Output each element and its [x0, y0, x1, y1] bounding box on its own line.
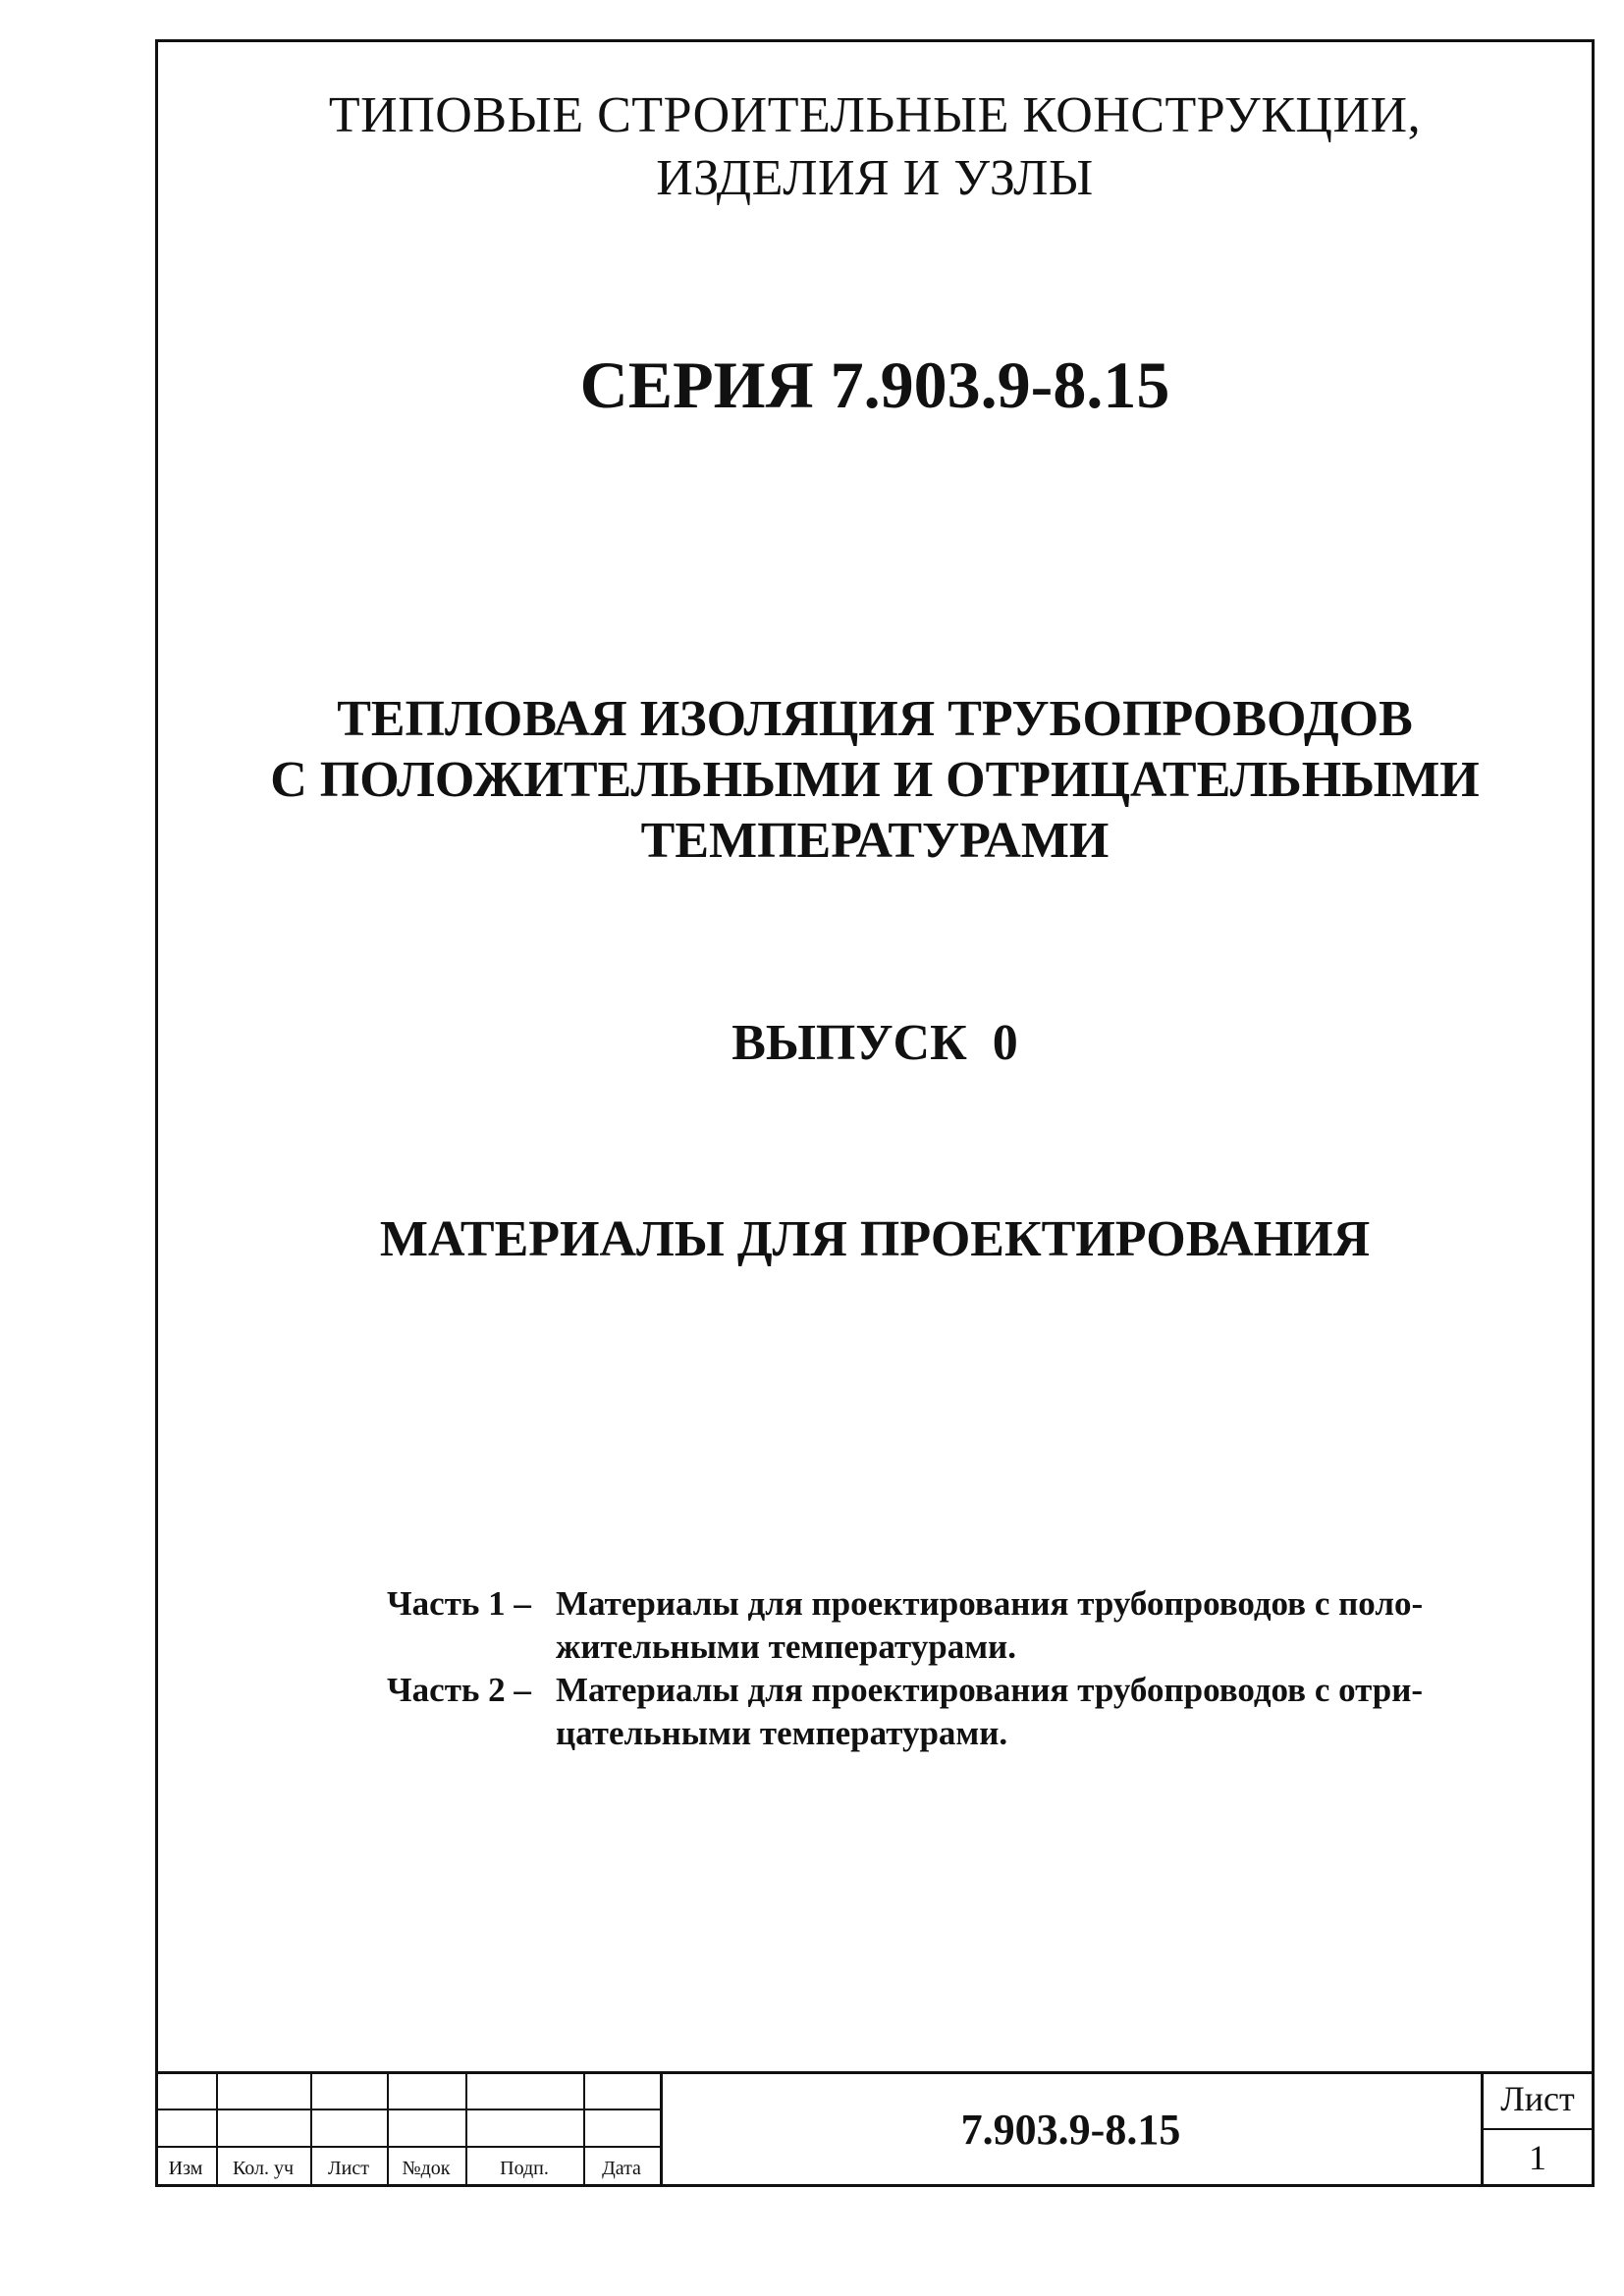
part-item-2: [387, 1669, 1541, 1755]
part-label: Часть 2 –: [387, 1671, 531, 1709]
part-text-line-2: цательными температурами.: [556, 1714, 1008, 1752]
stamp-col-label: Изм: [168, 2158, 203, 2179]
header-line-1: ТИПОВЫЕ СТРОИТЕЛЬНЫЕ КОНСТРУКЦИИ,: [328, 87, 1422, 143]
series-title: СЕРИЯ 7.903.9-8.15: [579, 347, 1170, 422]
title-block-stamp: [155, 2071, 1595, 2187]
stamp-row-line: [1481, 2128, 1595, 2130]
stamp-col-label: №док: [402, 2158, 451, 2179]
stamp-col-label: Подп.: [500, 2158, 549, 2179]
parts-list: [387, 1582, 1541, 1755]
stamp-col-label: Дата: [602, 2158, 641, 2179]
issue-number: ВЫПУСК 0: [731, 1015, 1018, 1071]
stamp-col-label: Кол. уч: [232, 2158, 295, 2179]
document-title: [155, 689, 1595, 872]
title-line-1: ТЕПЛОВАЯ ИЗОЛЯЦИЯ ТРУБОПРОВОДОВ: [337, 691, 1413, 747]
part-text-line-2: жительными температурами.: [556, 1628, 1016, 1666]
part-item-1: [387, 1582, 1541, 1669]
title-line-2: С ПОЛОЖИТЕЛЬНЫМИ И ОТРИЦАТЕЛЬНЫМИ: [270, 752, 1480, 808]
part-label: Часть 1 –: [387, 1584, 531, 1623]
title-line-3: ТЕМПЕРАТУРАМИ: [640, 813, 1110, 869]
stamp-col-label: Лист: [328, 2158, 369, 2179]
sheet-number: 1: [1529, 2138, 1546, 2177]
document-header: [155, 84, 1595, 210]
sheet-label: Лист: [1500, 2079, 1575, 2118]
header-line-2: ИЗДЕЛИЯ И УЗЛЫ: [656, 150, 1094, 206]
part-text-line-1: Материалы для проектирования трубопроводов с отри-: [556, 1671, 1424, 1709]
document-code: 7.903.9-8.15: [960, 2105, 1181, 2154]
part-text-line-1: Материалы для проектирования трубопроводов с поло-: [556, 1584, 1424, 1623]
document-subtitle: МАТЕРИАЛЫ ДЛЯ ПРОЕКТИРОВАНИЯ: [379, 1211, 1371, 1267]
